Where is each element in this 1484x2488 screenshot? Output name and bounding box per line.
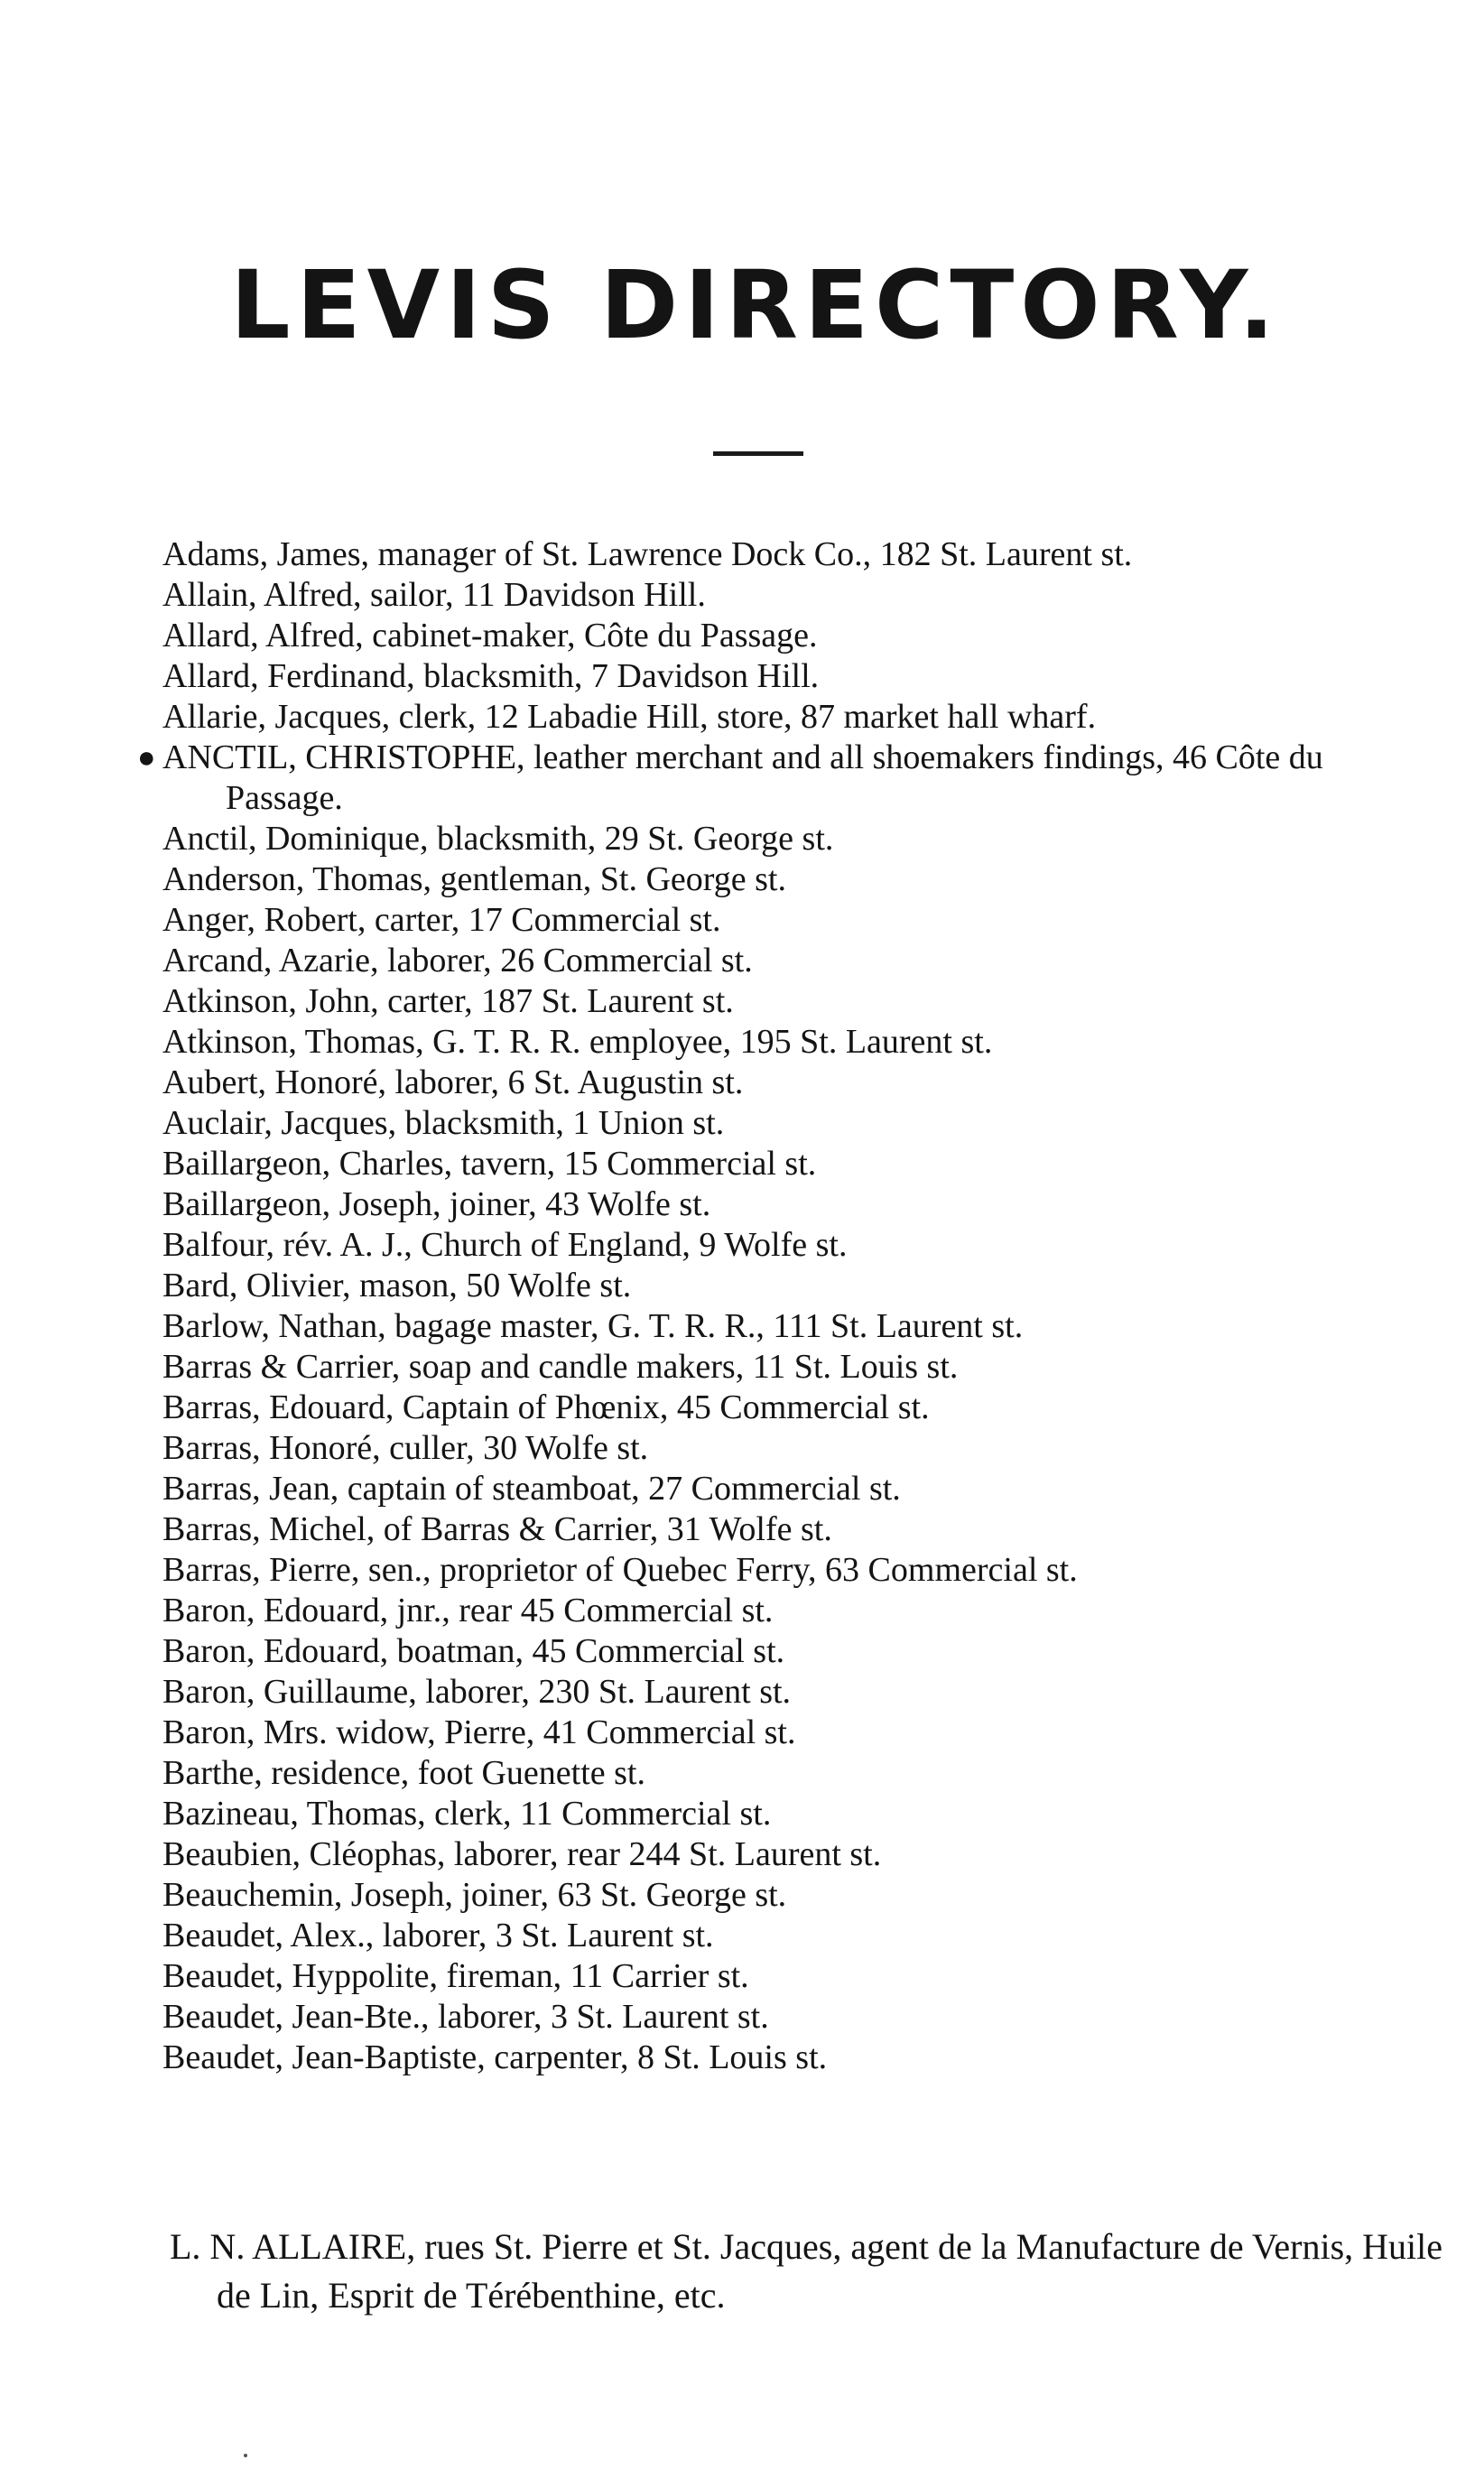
entry-text: Barthe, residence, foot Guenette st. — [162, 1754, 645, 1792]
entry-text: Bazineau, Thomas, clerk, 11 Commercial st. — [162, 1795, 772, 1833]
directory-entry — [162, 1753, 1399, 1794]
entry-text: Beaudet, Alex., laborer, 3 St. Laurent st. — [162, 1917, 714, 1954]
entry-text: Beaudet, Jean-Baptiste, carpenter, 8 St. Louis st. — [162, 2038, 828, 2076]
entry-text: Anger, Robert, carter, 17 Commercial st. — [162, 901, 721, 939]
directory-entry — [162, 1875, 1399, 1916]
entry-text: Barras & Carrier, soap and candle makers, 11 St. Louis st. — [162, 1348, 959, 1386]
directory-entry — [162, 1428, 1399, 1469]
page-title: LEVIS DIRECTORY. — [230, 250, 1281, 360]
directory-entry — [162, 900, 1399, 941]
entry-text: Allard, Alfred, cabinet-maker, Côte du Passage. — [162, 617, 818, 654]
entry-text: Baron, Edouard, jnr., rear 45 Commercial st. — [162, 1592, 774, 1629]
directory-entry — [162, 1103, 1399, 1144]
directory-entry — [162, 1509, 1399, 1550]
directory-entry — [162, 534, 1399, 575]
directory-entry — [162, 1713, 1399, 1753]
entry-text: Auclair, Jacques, blacksmith, 1 Union st. — [162, 1104, 725, 1142]
directory-entry — [162, 1956, 1399, 1997]
entry-text: Beaudet, Hyppolite, fireman, 11 Carrier st. — [162, 1957, 749, 1995]
entry-text: Atkinson, John, carter, 187 St. Laurent st. — [162, 982, 734, 1020]
directory-entry — [162, 1550, 1399, 1591]
directory-entry — [162, 1997, 1399, 2038]
entry-text: Arcand, Azarie, laborer, 26 Commercial st. — [162, 942, 753, 979]
directory-entry — [162, 1063, 1399, 1103]
directory-entry — [162, 1225, 1399, 1266]
directory-entry — [162, 859, 1399, 900]
entry-text: Bard, Olivier, mason, 50 Wolfe st. — [162, 1267, 632, 1304]
directory-entry — [162, 1672, 1399, 1713]
entry-text: Baron, Mrs. widow, Pierre, 41 Commercial st. — [162, 1713, 796, 1751]
entry-text: Baron, Guillaume, laborer, 230 St. Laurent st. — [162, 1673, 792, 1711]
print-speck — [244, 2454, 247, 2457]
entry-text: Allain, Alfred, sailor, 11 Davidson Hill. — [162, 576, 706, 614]
directory-entry — [162, 1591, 1399, 1631]
entry-text: Aubert, Honoré, laborer, 6 St. Augustin st. — [162, 1063, 744, 1101]
entry-text: Barras, Michel, of Barras & Carrier, 31 Wolfe st. — [162, 1510, 832, 1548]
directory-entry — [162, 1469, 1399, 1509]
entry-text: Allarie, Jacques, clerk, 12 Labadie Hill, store, 87 market hall wharf. — [162, 698, 1097, 736]
directory-entry — [162, 941, 1399, 981]
directory-entry — [162, 575, 1399, 616]
entry-text: Anderson, Thomas, gentleman, St. George st. — [162, 860, 786, 898]
directory-entry — [162, 656, 1399, 697]
directory-entry — [137, 738, 1399, 819]
entry-text: Beaudet, Jean-Bte., laborer, 3 St. Laurent st. — [162, 1998, 769, 2036]
entry-text: Barras, Jean, captain of steamboat, 27 Commercial st. — [162, 1470, 901, 1508]
entry-text: Barlow, Nathan, bagage master, G. T. R. R., 111 St. Laurent st. — [162, 1307, 1024, 1345]
entry-text: Balfour, rév. A. J., Church of England, 9 Wolfe st. — [162, 1226, 848, 1264]
directory-entry — [162, 1631, 1399, 1672]
directory-entry — [162, 1184, 1399, 1225]
entry-text: Adams, James, manager of St. Lawrence Dock Co., 182 St. Laurent st. — [162, 535, 1133, 573]
entry-text: Baillargeon, Charles, tavern, 15 Commercial st. — [162, 1145, 817, 1183]
directory-entry — [162, 1834, 1399, 1875]
title-rule — [713, 451, 803, 456]
directory-entry — [162, 819, 1399, 859]
directory-entry — [162, 1022, 1399, 1063]
directory-entry — [162, 1794, 1399, 1834]
directory-entry — [162, 2038, 1399, 2078]
entry-text: Beauchemin, Joseph, joiner, 63 St. George st. — [162, 1876, 787, 1914]
entry-text: Barras, Pierre, sen., proprietor of Quebec Ferry, 63 Commercial st. — [162, 1551, 1078, 1589]
entry-text: Barras, Edouard, Captain of Phœnix, 45 Commercial st. — [162, 1388, 930, 1426]
directory-entry — [162, 1388, 1399, 1428]
directory-entry — [162, 616, 1399, 656]
entry-text: Anctil, Dominique, blacksmith, 29 St. George st. — [162, 820, 834, 858]
directory-entry — [162, 697, 1399, 738]
entry-text: Atkinson, Thomas, G. T. R. R. employee, 195 St. Laurent st. — [162, 1023, 993, 1061]
entry-text: Beaubien, Cléophas, laborer, rear 244 St. Laurent st. — [162, 1835, 882, 1873]
entry-text: Barras, Honoré, culler, 30 Wolfe st. — [162, 1429, 649, 1467]
entry-text: ANCTIL, CHRISTOPHE, leather merchant and all shoemakers findings, 46 Côte du Passage. — [162, 738, 1323, 817]
directory-entry — [162, 1144, 1399, 1184]
directory-entry — [162, 981, 1399, 1022]
directory-entry — [162, 1916, 1399, 1956]
entry-marker: ● — [137, 741, 156, 775]
directory-entry — [162, 1266, 1399, 1306]
entry-text: Baillargeon, Joseph, joiner, 43 Wolfe st. — [162, 1185, 711, 1223]
entry-text: Baron, Edouard, boatman, 45 Commercial st. — [162, 1632, 785, 1670]
entry-text: Allard, Ferdinand, blacksmith, 7 Davidson Hill. — [162, 657, 820, 695]
directory-entry — [162, 1306, 1399, 1347]
directory-entry — [162, 1347, 1399, 1388]
directory-entries — [137, 534, 1399, 2078]
footer-advertisement: L. N. ALLAIRE, rues St. Pierre et St. Jacques, agent de la Manufacture de Vernis, Huile de Lin, Esprit de Térébenthine, etc. — [170, 2226, 1442, 2316]
